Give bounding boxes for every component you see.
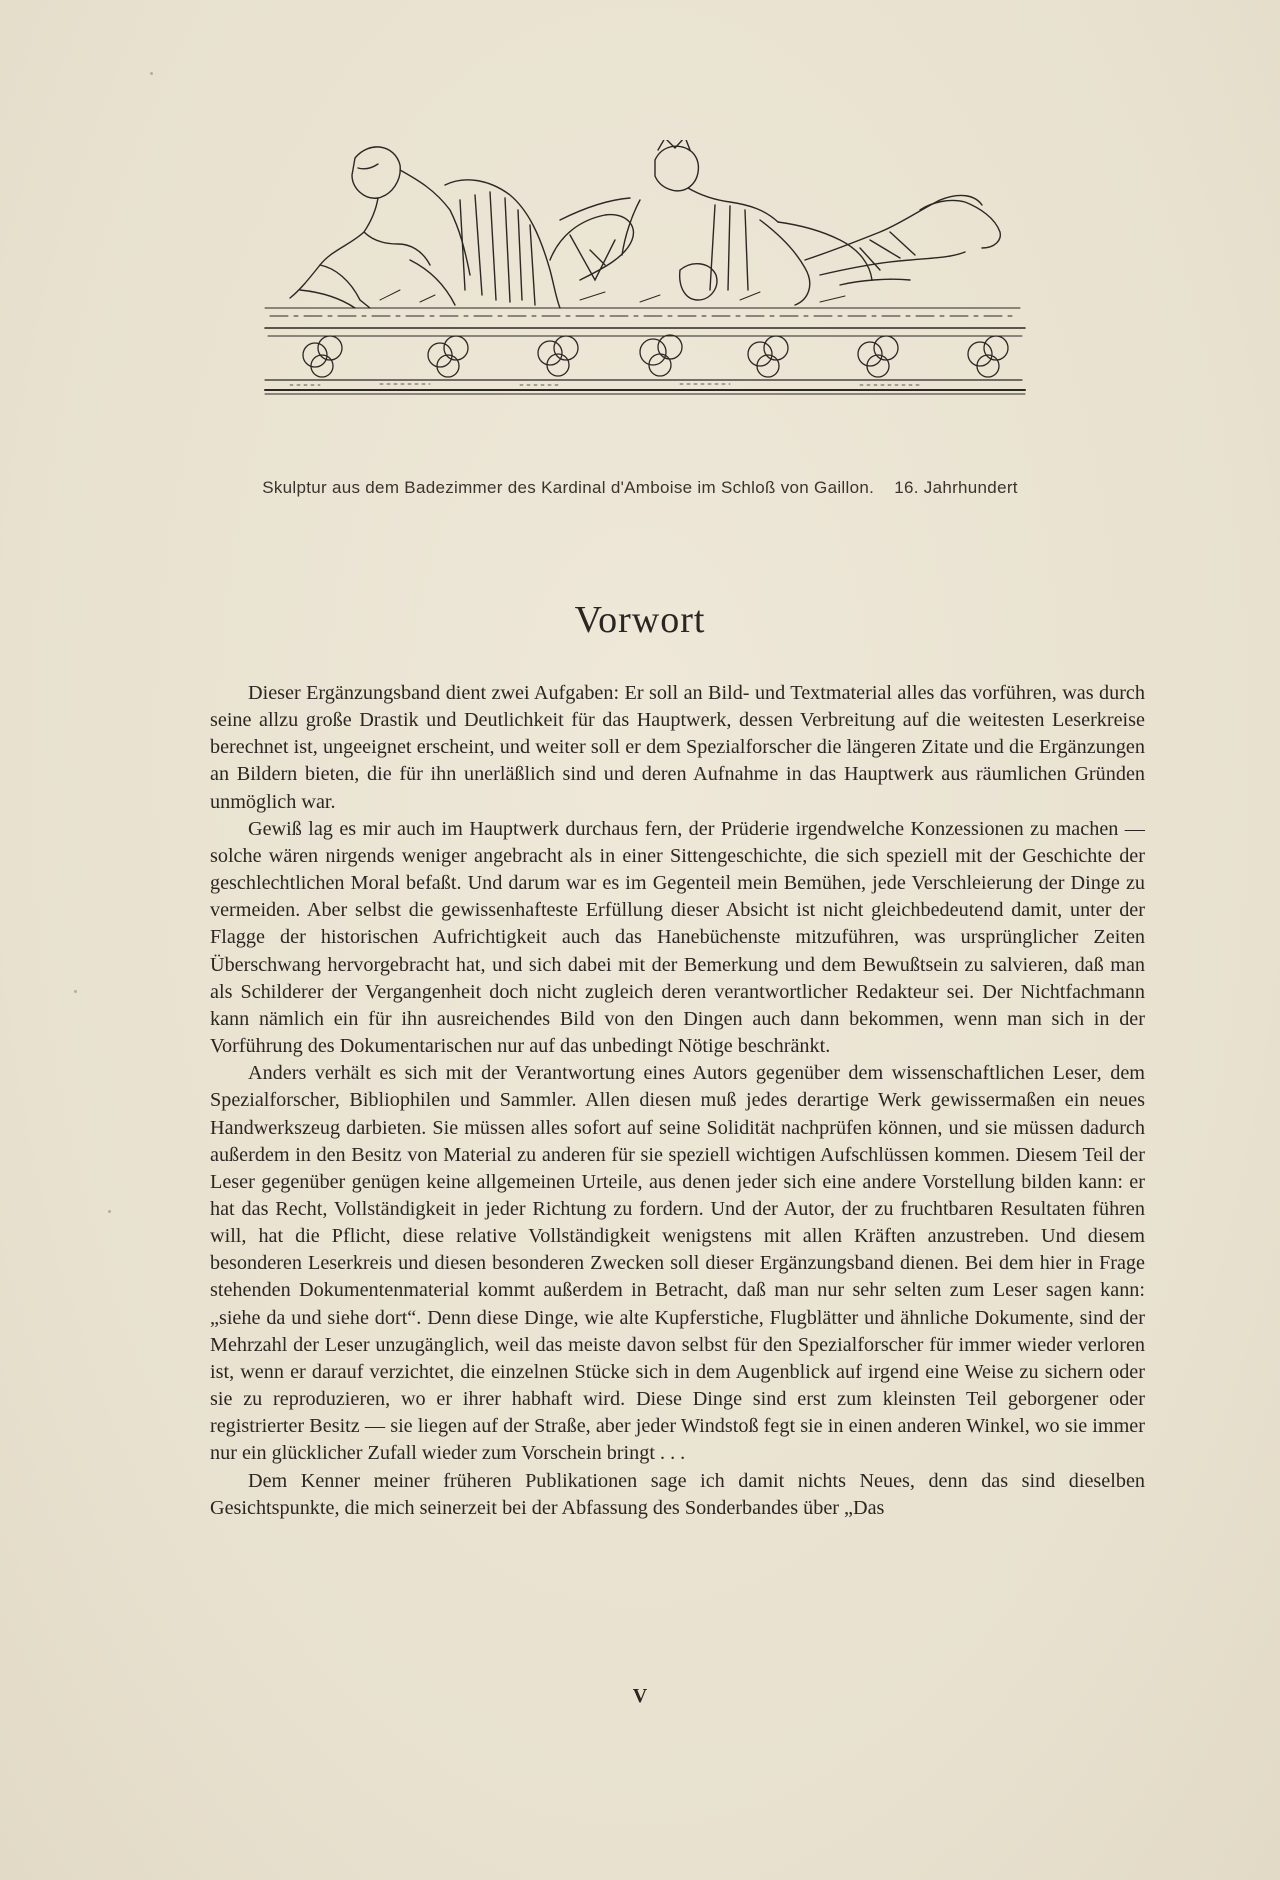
body-text xyxy=(210,680,1145,1522)
paragraph-4: Dem Kenner meiner früheren Publikationen sage ich damit nichts Neues, denn das sind dieselben Gesichtspunkte, die mich seinerzeit bei der Abfassung des Sonderbandes über „Das xyxy=(210,1469,1145,1519)
paper-speck xyxy=(74,990,77,993)
paper-speck xyxy=(150,72,153,75)
caption-date: 16. Jahrhundert xyxy=(894,478,1018,497)
page-number: V xyxy=(632,1685,648,1707)
figure-caption xyxy=(200,478,1080,498)
sculpture-illustration xyxy=(260,140,1030,460)
caption-text: Skulptur aus dem Badezimmer des Kardinal d'Amboise im Schloß von Gaillon. xyxy=(262,478,875,497)
paper-speck xyxy=(108,1210,111,1213)
paragraph-3: Anders verhält es sich mit der Verantwortung eines Autors gegenüber dem wissenschaftlichen Leser, dem Spezialforscher, Bibliophilen und Sammler. Allen diesen muß jedes derartige Werk gewissermaßen ein neues Handwerkszeug darbieten. Sie müssen alles sofort auf seine Solidität nachprüfen können, und sie müssen dadurch außerdem in den Besitz von Material zu anderen für sie speziell wichtigen Aufschlüssen kommen. Diesem Teil der Leser gegenüber genügen keine allgemeinen Urteile, aus denen jeder sich eine andere Vorstellung bilden kann: er hat das Recht, Vollständigkeit in jeder Richtung zu fordern. Und der Autor, der zu fruchtbaren Resultaten führen will, hat die Pflicht, diese relative Vollständigkeit wenigstens mit allen Kräften anzustreben. Und diesem besonderen Leserkreis und diesen besonderen Zwecken soll dieser Ergänzungsband dienen. Bei dem hier in Frage stehenden Dokumentenmaterial kommt außerdem in Betracht, daß man nur sehr selten zum Leser sagen kann: „siehe da und siehe dort“. Denn diese Dinge, wie alte Kupferstiche, Flugblätter und ähnliche Dokumente, sind der Mehrzahl der Leser unzugänglich, weil das meiste davon selbst für den Spezialforscher für immer wieder verloren ist, wenn er darauf verzichtet, die einzelnen Stücke sich in dem Augenblick auf irgend eine Weise zu sichern oder sie zu reproduzieren, wo er ihrer habhaft wird. Diese Dinge sind erst zum kleinsten Teil geborgener oder registrierter Besitz — sie liegen auf der Straße, aber jeder Windstoß fegt sie in einen anderen Winkel, wo sie immer nur ein glücklicher Zufall wieder zum Vorschein bringt . . . xyxy=(210,1062,1145,1465)
paragraph-2: Gewiß lag es mir auch im Hauptwerk durchaus fern, der Prüderie irgendwelche Konzessionen zu machen — solche wären nirgends weniger angebracht als in einer Sittengeschichte, die sich speziell mit der Geschichte der geschlechtlichen Moral befaßt. Und darum war es im Gegenteil mein Bemühen, jede Verschleierung der Dinge zu vermeiden. Aber selbst die gewissenhafteste Erfüllung dieser Absicht ist nicht gleichbedeutend damit, unter der Flagge der historischen Aufrichtigkeit auch das Hanebüchenste mitzuführen, was ursprünglicher Zeiten Überschwang hervorgebracht hat, und sich dabei mit der Bemerkung und dem Bewußtsein zu salvieren, daß man als Schilderer der Vergangenheit doch nicht zugleich deren verantwortlicher Redakteur sei. Der Nichtfachmann kann nämlich ein für ihn ausreichendes Bild von den Dingen auch dann bekommen, wenn man sich in der Vorführung des Dokumentarischen nur auf das unbedingt Nötige beschränkt. xyxy=(210,817,1145,1058)
page-title: Vorwort xyxy=(574,599,706,641)
paragraph-1: Dieser Ergänzungsband dient zwei Aufgaben: Er soll an Bild- und Textmaterial alles das vorführen, was durch seine allzu große Drastik und Deutlichkeit für das Hauptwerk, dessen Verbreitung auf die weitesten Leserkreise berechnet ist, ungeeignet erscheint, und weiter soll er dem Spezialforscher die längeren Zitate und die Ergänzungen an Bildern bieten, die für ihn unerläßlich sind und deren Aufnahme in das Hauptwerk aus räumlichen Gründen unmöglich war. xyxy=(210,682,1145,813)
